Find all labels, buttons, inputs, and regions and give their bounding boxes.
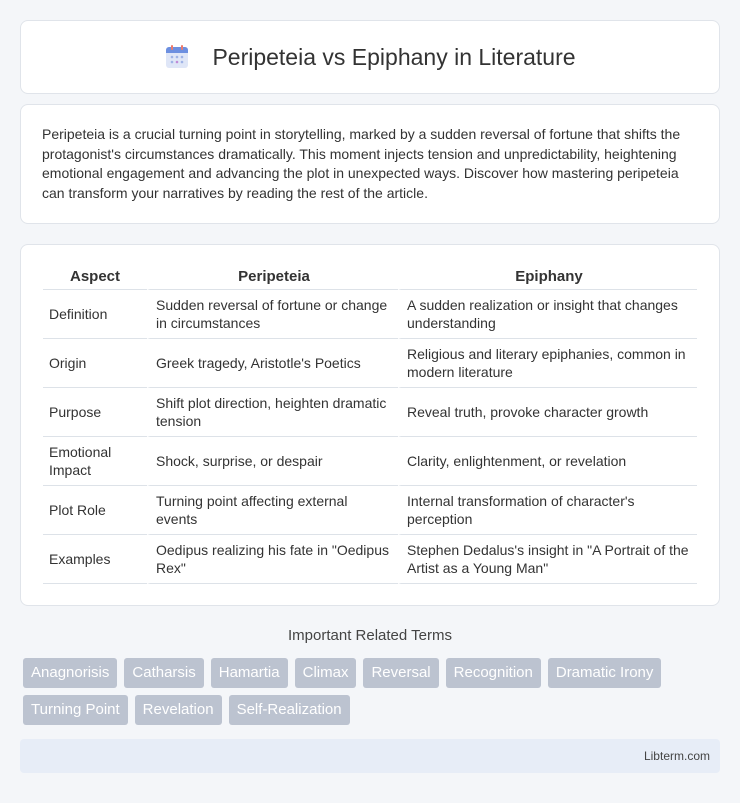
calendar-icon <box>164 44 190 70</box>
table-row <box>43 437 697 486</box>
tag-recognition[interactable]: Recognition <box>446 658 541 688</box>
header-epiphany: Epiphany <box>398 265 697 290</box>
table-cell: Clarity, enlightenment, or revelation <box>398 437 697 486</box>
comparison-table-card <box>20 244 720 606</box>
table-row <box>43 339 697 388</box>
header-peripeteia: Peripeteia <box>147 265 398 290</box>
tag-catharsis[interactable]: Catharsis <box>124 658 203 688</box>
table-cell: Internal transformation of character's perception <box>398 486 697 535</box>
related-terms-tags <box>23 658 723 732</box>
footer-site-link[interactable]: Libterm.com <box>643 749 710 763</box>
table-cell: Definition <box>43 290 147 339</box>
tag-climax[interactable]: Climax <box>295 658 357 688</box>
footer <box>20 739 720 773</box>
table-cell: Purpose <box>43 388 147 437</box>
intro-card <box>20 104 720 224</box>
page-title: Peripeteia vs Epiphany in Literature <box>212 43 576 70</box>
table-cell: Sudden reversal of fortune or change in circumstances <box>147 290 398 339</box>
table-cell: Emotional Impact <box>43 437 147 486</box>
table-cell: Oedipus realizing his fate in "Oedipus Rex" <box>147 535 398 584</box>
tag-reversal[interactable]: Reversal <box>363 658 438 688</box>
table-row <box>43 388 697 437</box>
tag-dramatic-irony[interactable]: Dramatic Irony <box>548 658 662 688</box>
related-terms-title: Important Related Terms <box>288 627 452 644</box>
table-cell: Shift plot direction, heighten dramatic tension <box>147 388 398 437</box>
table-cell: Shock, surprise, or despair <box>147 437 398 486</box>
tag-self-realization[interactable]: Self-Realization <box>229 695 350 725</box>
table-row <box>43 486 697 535</box>
tag-revelation[interactable]: Revelation <box>135 695 222 725</box>
table-row <box>43 535 697 584</box>
intro-text: Peripeteia is a crucial turning point in storytelling, marked by a sudden reversal of fortune that shifts the protagonist's circumstances dramatically. This moment injects tension and unpredictability, heightening emotional engagement and advancing the plot in unexpected ways. Discover how mastering peripeteia can transform your narratives by reading the rest of the article. <box>42 126 681 201</box>
table-cell: Greek tragedy, Aristotle's Poetics <box>147 339 398 388</box>
table-cell: Stephen Dedalus's insight in "A Portrait of the Artist as a Young Man" <box>398 535 697 584</box>
table-cell: Origin <box>43 339 147 388</box>
table-cell: Religious and literary epiphanies, common in modern literature <box>398 339 697 388</box>
table-cell: Plot Role <box>43 486 147 535</box>
table-cell: Turning point affecting external events <box>147 486 398 535</box>
tag-anagnorisis[interactable]: Anagnorisis <box>23 658 117 688</box>
tag-turning-point[interactable]: Turning Point <box>23 695 128 725</box>
table-cell: Reveal truth, provoke character growth <box>398 388 697 437</box>
table-cell: Examples <box>43 535 147 584</box>
header-aspect: Aspect <box>43 265 147 290</box>
tag-hamartia[interactable]: Hamartia <box>211 658 288 688</box>
table-cell: A sudden realization or insight that changes understanding <box>398 290 697 339</box>
table-header-row <box>43 265 697 290</box>
header-card <box>20 20 720 94</box>
header <box>164 44 575 71</box>
table-row <box>43 290 697 339</box>
comparison-table <box>43 265 697 584</box>
